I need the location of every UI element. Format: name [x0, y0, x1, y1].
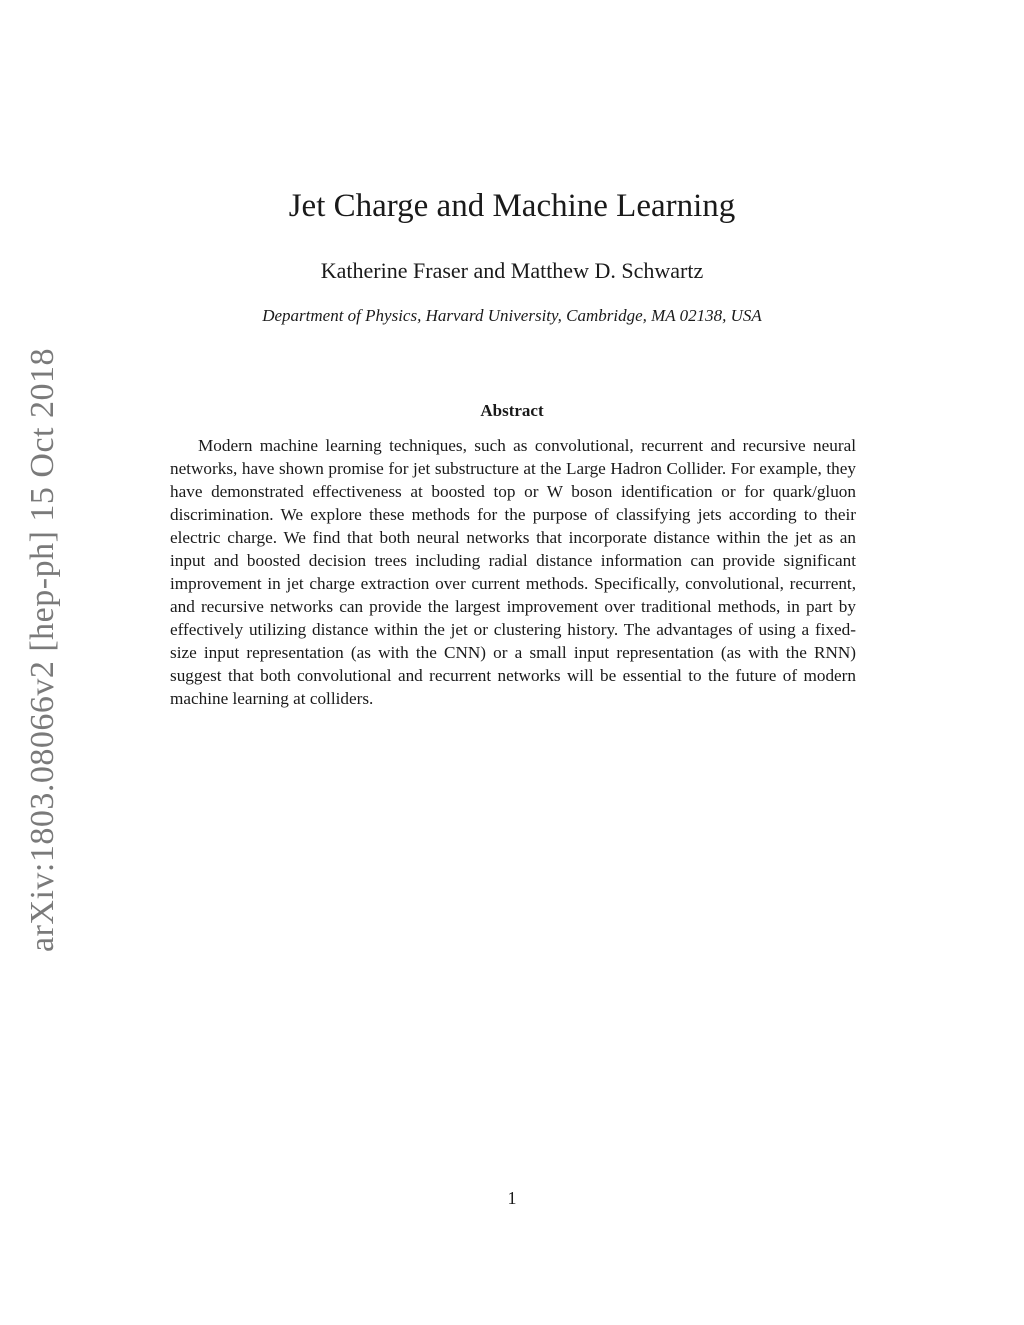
abstract-body: Modern machine learning techniques, such as convolutional, recurrent and recursive neural networks, have shown promise for jet substructure at the Large Hadron Collider. For example, they have demonstrated effectiveness at boosted top or W boson identification or for quark/gluon discrimination. We explore these methods for the purpose of classifying jets according to their electric charge. We find that both neural networks that incorporate distance within the jet as an input and boosted decision trees including radial distance information can provide significant improvement in jet charge extraction over current methods. Specifically, convolutional, recurrent, and recursive networks can provide the largest improvement over traditional methods, in part by effectively utilizing distance within the jet or clustering history. The advantages of using a fixed-size input representation (as with the CNN) or a small input representation (as with the RNN) suggest that both convolutional and recurrent networks will be essential to the future of modern machine learning at colliders. [170, 436, 856, 708]
arxiv-identifier-stamp: arXiv:1803.08066v2 [hep-ph] 15 Oct 2018 [24, 347, 61, 953]
author-affiliation: Department of Physics, Harvard University, Cambridge, MA 02138, USA [262, 306, 762, 325]
paper-authors: Katherine Fraser and Matthew D. Schwartz [320, 258, 704, 283]
paper-title: Jet Charge and Machine Learning [288, 188, 736, 224]
abstract-heading: Abstract [480, 401, 544, 420]
page-number: 1 [507, 1188, 517, 1208]
